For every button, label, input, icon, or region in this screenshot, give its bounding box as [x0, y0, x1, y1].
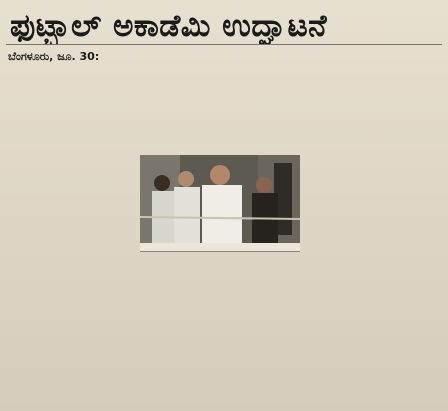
headline-rule: [6, 44, 442, 45]
article-column-bottom-3: [300, 248, 442, 408]
headline: ಫುಟ್ಬಾಲ್ ಅಕಾಡೆಮಿ ಉದ್ಘಾಟನೆ: [10, 8, 328, 44]
article-column-bottom-1: [6, 248, 138, 408]
news-photo: [140, 155, 300, 243]
article-column-3: [306, 50, 442, 152]
article-column-1: [8, 50, 132, 152]
photo-illustration: [140, 155, 300, 243]
dateline: ಬೆಂಗಳೂರು, ಜೂ. 30:: [8, 50, 100, 63]
article-column-2: [140, 50, 298, 152]
article-column-bottom-2: [144, 248, 294, 408]
